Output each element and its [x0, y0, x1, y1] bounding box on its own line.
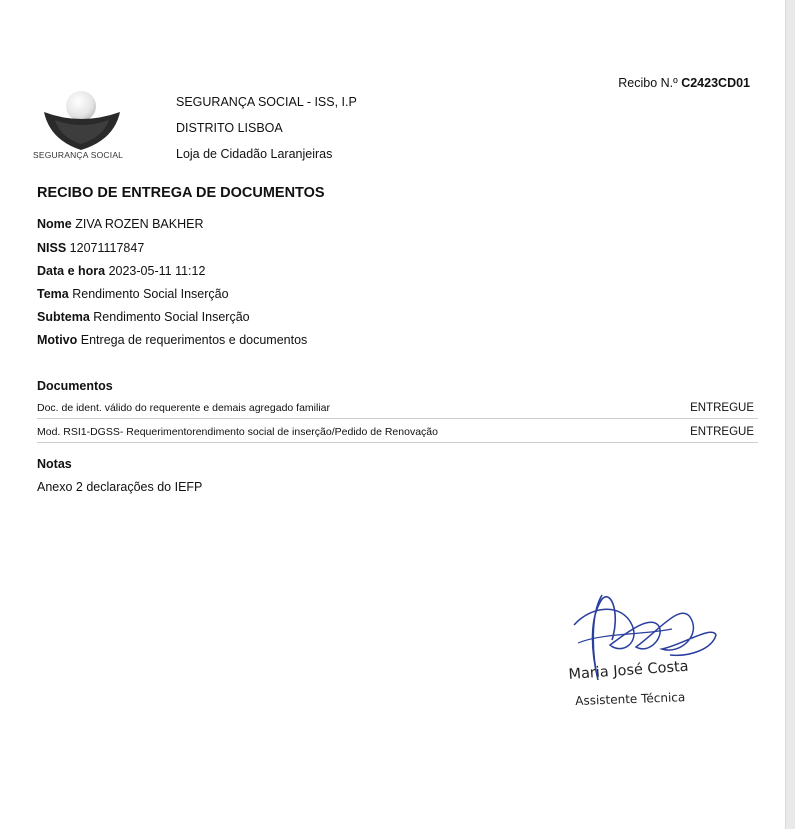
field-motivo-value: Entrega de requerimentos e documentos [80, 333, 308, 347]
document-name: Mod. RSI1-DGSS- Requerimentorendimento social de inserção/Pedido de Renovação [37, 426, 438, 438]
field-nome-value: ZIVA ROZEN BAKHER [75, 217, 204, 231]
field-subtema [37, 310, 250, 324]
document-status: ENTREGUE [690, 426, 754, 438]
field-motivo-label: Motivo [37, 333, 78, 347]
documents-heading: Documentos [37, 379, 113, 393]
receipt-number-label: Recibo N.º [618, 76, 678, 90]
field-data-value: 2023-05-11 11:12 [108, 264, 206, 278]
org-name: SEGURANÇA SOCIAL - ISS, I.P [176, 95, 357, 109]
field-tema-value: Rendimento Social Inserção [72, 287, 229, 301]
receipt-number [618, 76, 750, 90]
field-data [37, 264, 205, 278]
field-nome-label: Nome [37, 217, 72, 231]
page-edge [785, 0, 795, 829]
signature-role: Assistente Técnica [575, 690, 686, 708]
seguranca-social-logo-icon [32, 86, 142, 160]
field-niss [37, 241, 144, 255]
logo-caption: SEGURANÇA SOCIAL [33, 150, 124, 160]
signature-name: Maria José Costa [568, 658, 690, 683]
document-status: ENTREGUE [690, 402, 754, 414]
notes-text: Anexo 2 declarações do IEFP [37, 480, 203, 494]
receipt-number-value: C2423CD01 [681, 76, 750, 90]
field-tema [37, 287, 229, 301]
field-motivo [37, 333, 307, 347]
field-subtema-value: Rendimento Social Inserção [93, 310, 250, 324]
field-subtema-label: Subtema [37, 310, 90, 324]
document-row [37, 398, 758, 419]
document-title: RECIBO DE ENTREGA DE DOCUMENTOS [37, 185, 325, 201]
document-name: Doc. de ident. válido do requerente e demais agregado familiar [37, 402, 331, 414]
field-nome [37, 217, 203, 231]
field-niss-value: 12071117847 [69, 241, 145, 255]
field-tema-label: Tema [37, 287, 69, 301]
field-data-label: Data e hora [37, 264, 106, 278]
org-district: DISTRITO LISBOA [176, 121, 283, 135]
org-location: Loja de Cidadão Laranjeiras [176, 147, 333, 161]
document-row [37, 422, 758, 443]
field-niss-label: NISS [37, 241, 67, 255]
notes-heading: Notas [37, 457, 72, 471]
